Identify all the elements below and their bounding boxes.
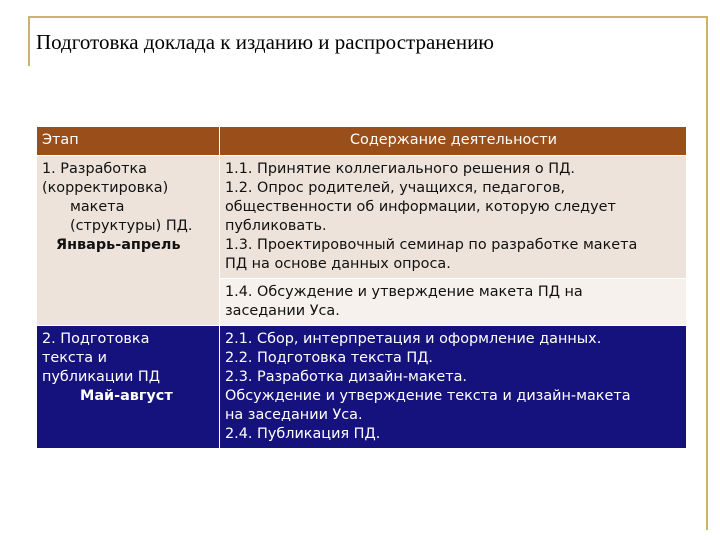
page-title: Подготовка доклада к изданию и распространению xyxy=(36,30,494,54)
content-line: на заседании Уса. xyxy=(225,407,363,423)
content-line: ПД на основе данных опроса. xyxy=(225,256,451,272)
content-line: 1.4. Обсуждение и утверждение макета ПД на xyxy=(225,284,583,300)
stage-line: (структуры) ПД. xyxy=(70,218,193,234)
stage-line: 1. Разработка xyxy=(42,161,147,177)
stage-line: (корректировка) xyxy=(42,180,169,196)
content-line: 2.1. Сбор, интерпретация и оформление данных. xyxy=(225,331,602,347)
content-line: публиковать. xyxy=(225,218,327,234)
frame-left-line xyxy=(28,16,30,66)
header-stage: Этап xyxy=(37,127,220,156)
plan-table xyxy=(36,126,687,449)
content-line: общественности об информации, которую следует xyxy=(225,199,616,215)
content-line: заседании Уса. xyxy=(225,303,340,319)
stage-period: Январь-апрель xyxy=(56,237,181,253)
content-line: 1.2. Опрос родителей, учащихся, педагогов, xyxy=(225,180,566,196)
frame-top-line xyxy=(28,16,708,18)
content-line: 1.3. Проектировочный семинар по разработке макета xyxy=(225,237,638,253)
table-row xyxy=(37,326,687,449)
content-line: Обсуждение и утверждение текста и дизайн-макета xyxy=(225,388,631,404)
stage-line: текста и xyxy=(42,350,107,366)
content-line: 2.4. Публикация ПД. xyxy=(225,426,381,442)
stage-line: макета xyxy=(70,199,125,215)
stage-cell-2 xyxy=(37,326,220,449)
content-line: 2.3. Разработка дизайн-макета. xyxy=(225,369,468,385)
stage-line: публикации ПД xyxy=(42,369,160,385)
table-row xyxy=(37,156,687,279)
stage-period: Май-август xyxy=(80,388,173,404)
content-line: 2.2. Подготовка текста ПД. xyxy=(225,350,433,366)
stage-cell-1 xyxy=(37,156,220,326)
content-cell-2 xyxy=(220,326,687,449)
table-header-row xyxy=(37,127,687,156)
header-content: Содержание деятельности xyxy=(220,127,687,156)
content-line: 1.1. Принятие коллегиального решения о ПД. xyxy=(225,161,575,177)
content-cell-1 xyxy=(220,156,687,279)
stage-line: 2. Подготовка xyxy=(42,331,150,347)
frame-right-line xyxy=(706,16,708,530)
content-cell-1b xyxy=(220,279,687,326)
